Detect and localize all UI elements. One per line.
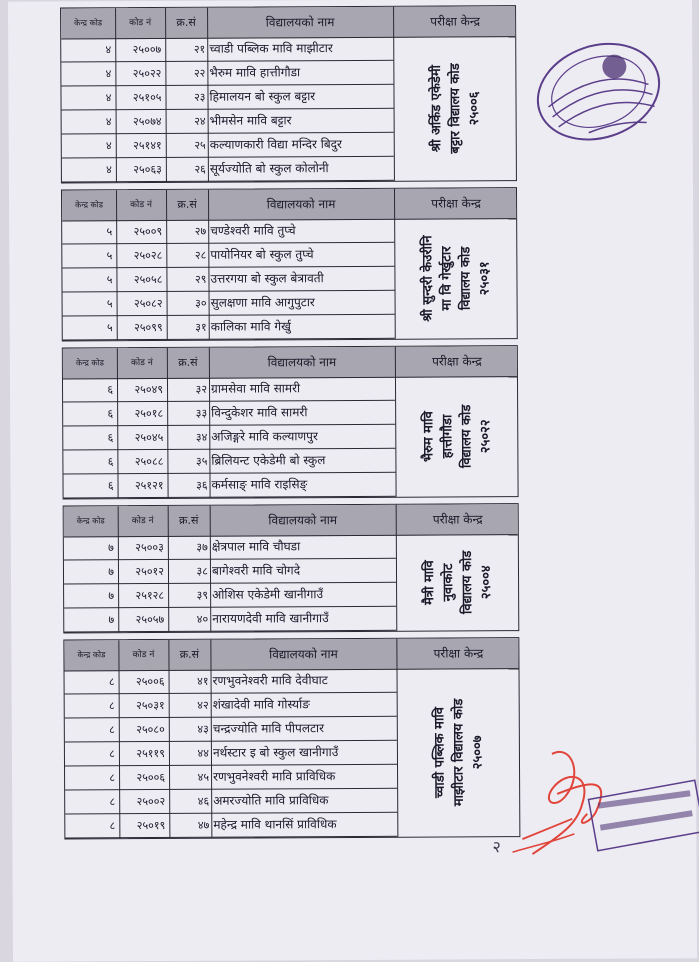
cell-sn: ३१ — [195, 320, 207, 334]
center-group — [62, 345, 519, 499]
exam-center-line: विद्यालय कोड — [459, 550, 476, 615]
cell-name: सूर्यज्योति बो स्कुल कोलोनी — [209, 161, 329, 176]
center-group — [60, 5, 517, 183]
header-code: कोड नं — [129, 18, 152, 29]
cell-code: २५०१८ — [134, 406, 164, 421]
header-school: विद्यालयको नाम — [266, 197, 336, 212]
cell-name: सुलक्षणा मावि आगुपुटार — [210, 295, 315, 310]
signature-stamp — [512, 733, 699, 864]
cell-code: २५१२८ — [135, 588, 165, 603]
table-row — [62, 267, 394, 293]
cell-code: २५०७४ — [132, 114, 162, 129]
cell-code: २५०९९ — [134, 320, 163, 335]
cell-name: हिमालयन बो स्कुल बट्टार — [209, 89, 316, 104]
cell-center-code: ५ — [106, 321, 113, 335]
exam-center-line: हात्तीगौडा — [440, 414, 456, 459]
cell-sn: ४२ — [197, 698, 209, 712]
cell-center-code: ७ — [108, 589, 115, 603]
header-center-code: केन्द्र कोड — [74, 18, 103, 28]
table-row — [62, 133, 394, 159]
cell-name: उत्तरगया बो स्कुल बेत्रावती — [210, 271, 324, 286]
cell-center-code: ५ — [106, 249, 113, 263]
cell-sn: २९ — [194, 272, 207, 286]
exam-center-cell — [397, 668, 522, 837]
header-sn: क्र.सं — [177, 197, 197, 211]
exam-center-line: २५००४ — [478, 565, 495, 600]
exam-center-line: २५०२२ — [478, 419, 494, 454]
center-group — [63, 637, 520, 839]
cell-center-code: ८ — [109, 723, 115, 737]
cell-name: पायोनियर बो स्कुल तुप्चे — [210, 247, 314, 262]
exam-center-line: मैत्री मावि — [421, 560, 438, 605]
exam-center-cell — [395, 376, 520, 497]
cell-name: विन्दुकेशर मावि सामरी — [211, 405, 308, 420]
header-sn: क्र.सं — [176, 15, 196, 29]
header-center-code: केन्द्र कोड — [77, 650, 106, 660]
header-exam-center: परीक्षा केन्द्र — [430, 14, 480, 29]
table-row — [65, 669, 397, 695]
header-center-code: केन्द्र कोड — [75, 200, 104, 210]
cell-code: २५१४१ — [133, 138, 162, 153]
cell-sn: ३७ — [196, 540, 208, 554]
cell-code: २५०३१ — [136, 698, 165, 713]
cell-center-code: ५ — [106, 273, 113, 287]
table-row — [65, 813, 397, 839]
cell-code: २५०१९ — [136, 818, 166, 833]
exam-center-name — [430, 699, 488, 807]
cell-sn: ४७ — [197, 818, 210, 832]
cell-name: अजिङ्गरे मावि कल्याणपुर — [211, 429, 318, 444]
cell-code: २५०२२ — [132, 66, 162, 81]
header-code: कोड नं — [132, 650, 155, 661]
cell-center-code: ७ — [108, 613, 115, 627]
exam-center-line: भैरुम मावि — [421, 411, 437, 463]
table-row — [65, 765, 397, 791]
cell-center-code: ४ — [105, 139, 112, 153]
cell-code: २५११९ — [136, 746, 165, 761]
table-row — [63, 473, 395, 499]
exam-center-line: २५०३१ — [477, 261, 493, 296]
cell-center-code: ६ — [107, 407, 114, 421]
cell-name: च्वाडी पब्लिक मावि माझीटार — [209, 41, 333, 56]
cell-name: नर्थस्टार इ बो स्कुल खानीगाउँ — [212, 745, 339, 760]
cell-sn: २१ — [193, 42, 206, 56]
exam-center-table — [8, 0, 692, 833]
cell-name: ग्रामसेवा मावि सामरी — [210, 381, 301, 396]
cell-name: चण्डेश्वरी मावि तुप्चे — [210, 223, 296, 238]
table-header — [64, 638, 518, 671]
header-exam-center: परीक्षा केन्द्र — [432, 354, 482, 369]
table-row — [65, 741, 397, 767]
cell-sn: ३४ — [195, 430, 208, 444]
cell-sn: २५ — [194, 138, 206, 152]
cell-name: क्षेत्रपाल मावि चौघडा — [211, 539, 301, 554]
exam-center-line: २५००६ — [466, 91, 483, 126]
table-row — [62, 219, 394, 245]
cell-sn: ४५ — [197, 770, 210, 784]
header-school: विद्यालयको नाम — [267, 355, 337, 370]
cell-sn: ३३ — [195, 406, 208, 420]
cell-code: २५०८० — [136, 722, 165, 737]
cell-center-code: ४ — [105, 91, 112, 105]
cell-name: कालिका मावि गेर्खु — [210, 319, 291, 334]
cell-center-code: ४ — [106, 163, 112, 177]
table-row — [64, 607, 396, 633]
cell-center-code: ७ — [108, 565, 115, 579]
cell-code: २५००९ — [133, 224, 163, 239]
cell-code: २५०४५ — [134, 430, 164, 445]
office-seal-stamp — [528, 36, 669, 147]
cell-center-code: ६ — [107, 383, 114, 397]
cell-name: ओशिस एकेडेमी खानीगाउँ — [212, 587, 324, 602]
table-row — [63, 315, 395, 341]
table-row — [64, 559, 396, 585]
header-sn: क्र.सं — [178, 513, 199, 527]
cell-sn: ३० — [195, 296, 207, 310]
exam-center-line: बट्टार विद्यालय कोड — [447, 63, 464, 154]
header-exam-center: परीक्षा केन्द्र — [431, 196, 481, 211]
cell-code: २५०५८ — [133, 272, 163, 287]
cell-center-code: ४ — [105, 43, 112, 57]
cell-sn: ३२ — [195, 382, 208, 396]
cell-code: २५००२ — [136, 794, 166, 809]
center-group — [63, 503, 520, 633]
cell-sn: २८ — [194, 248, 207, 262]
cell-name: महेन्द्र मावि थानसिं प्राविधिक — [213, 817, 337, 832]
cell-name: शंखादेवी मावि गोर्स्याङ — [212, 697, 310, 712]
header-exam-center: परीक्षा केन्द्र — [433, 646, 484, 661]
exam-center-line: श्री अर्किड एकेडेमी — [428, 64, 445, 153]
cell-center-code: ४ — [105, 115, 112, 129]
header-code: कोड नं — [130, 200, 153, 211]
cell-sn: ४४ — [197, 746, 209, 760]
cell-code: २५००६ — [136, 770, 166, 785]
cell-center-code: ८ — [109, 819, 116, 833]
document-page — [8, 0, 697, 962]
cell-code: २५००७ — [132, 42, 162, 57]
table-row — [63, 449, 395, 475]
cell-name: बागेश्वरी मावि चोगदे — [211, 563, 301, 578]
cell-name: भैरुम मावि हात्तीगौडा — [209, 65, 301, 80]
cell-center-code: ६ — [107, 479, 114, 493]
cell-sn: २३ — [194, 90, 206, 104]
exam-center-name — [420, 551, 496, 615]
cell-code: २५१२१ — [134, 478, 164, 493]
cell-center-code: ७ — [108, 541, 114, 555]
table-row — [63, 377, 395, 403]
cell-center-code: ८ — [109, 747, 115, 761]
exam-center-line: श्री सुन्दरी केउरीनि — [420, 235, 436, 322]
exam-center-line: नुवाकोट — [440, 563, 457, 602]
cell-code: २५०२८ — [133, 248, 163, 263]
header-center-code: केन्द्र कोड — [75, 358, 104, 368]
table-row — [64, 535, 396, 561]
cell-code: २५००६ — [135, 674, 165, 689]
header-school: विद्यालयको नाम — [269, 647, 338, 662]
cell-sn: ४१ — [197, 674, 209, 688]
table-row — [61, 61, 393, 87]
exam-center-line: विद्यालय कोड — [458, 246, 474, 311]
header-code: कोड नं — [130, 358, 153, 369]
cell-code: २५०१२ — [135, 564, 165, 579]
cell-center-code: ८ — [109, 771, 116, 785]
table-row — [61, 37, 393, 63]
cell-name: कर्मसाङ् मावि राइसिङ् — [211, 477, 308, 492]
exam-center-line: विद्यालय कोड — [459, 404, 475, 469]
table-header — [64, 504, 518, 537]
cell-name: ब्रिलियन्ट एकेडेमी बो स्कुल — [211, 453, 326, 468]
cell-code: २५००३ — [135, 540, 164, 555]
cell-code: २५१०५ — [132, 90, 162, 105]
table-row — [61, 85, 393, 111]
header-exam-center: परीक्षा केन्द्र — [432, 512, 483, 527]
table-row — [63, 291, 395, 317]
table-row — [63, 425, 395, 451]
header-sn: क्र.सं — [178, 355, 198, 369]
table-header — [62, 188, 516, 221]
page-number: २ — [492, 837, 501, 857]
table-row — [65, 693, 397, 719]
exam-center-name — [418, 235, 494, 322]
table-header — [63, 346, 517, 379]
cell-center-code: ६ — [107, 431, 114, 445]
cell-center-code: ८ — [108, 699, 115, 713]
table-row — [62, 109, 394, 135]
cell-center-code: ८ — [109, 795, 116, 809]
cell-center-code: ६ — [107, 455, 114, 469]
cell-code: २५०८२ — [133, 296, 163, 311]
cell-name: रणभुवनेश्वरी मावि प्राविधिक — [213, 769, 336, 784]
table-row — [64, 583, 396, 609]
exam-center-cell — [394, 218, 519, 339]
cell-center-code: ८ — [108, 675, 115, 689]
header-sn: क्र.सं — [179, 647, 200, 661]
table-row — [65, 717, 397, 743]
exam-center-name — [419, 405, 495, 469]
cell-name: नारायणदेवी मावि खानीगाउँ — [212, 611, 329, 626]
cell-sn: २६ — [194, 162, 206, 176]
exam-center-cell — [393, 36, 518, 181]
cell-sn: २२ — [193, 66, 206, 80]
exam-center-name — [427, 63, 484, 154]
cell-name: अमरज्योति मावि प्राविधिक — [213, 793, 329, 808]
cell-sn: २४ — [194, 114, 206, 128]
table-row — [65, 789, 397, 815]
table-row — [63, 401, 395, 427]
cell-name: कल्याणकारी विद्या मन्दिर बिदुर — [209, 137, 342, 152]
cell-sn: ४६ — [197, 794, 210, 808]
cell-name: रणभुवनेश्वरी मावि देवीघाट — [212, 673, 328, 688]
cell-code: २५०८८ — [134, 454, 164, 469]
table-header — [61, 6, 515, 39]
header-code: कोड नं — [131, 516, 154, 527]
cell-sn: ३८ — [196, 564, 209, 578]
cell-sn: ३६ — [196, 478, 208, 492]
cell-code: २५०४९ — [134, 382, 164, 397]
center-group — [61, 187, 518, 341]
cell-center-code: ५ — [106, 225, 113, 239]
cell-sn: ४३ — [197, 722, 209, 736]
header-center-code: केन्द्र कोड — [76, 516, 105, 526]
exam-center-line: च्वाडी पब्लिक मावि — [432, 707, 448, 799]
exam-center-line: मा वि गेर्खुटार — [439, 246, 455, 311]
cell-center-code: ५ — [106, 297, 113, 311]
cell-code: २५०५७ — [135, 612, 165, 627]
cell-name: भीमसेन मावि बट्टार — [209, 113, 292, 128]
cell-sn: ४० — [196, 612, 209, 626]
cell-code: २५०६३ — [133, 162, 162, 177]
cell-sn: २७ — [194, 224, 207, 238]
exam-center-cell — [396, 534, 521, 631]
header-school: विद्यालयको नाम — [268, 513, 338, 528]
cell-name: चन्द्रज्योति मावि पीपलटार — [212, 721, 325, 736]
table-row — [62, 157, 394, 183]
cell-sn: ३९ — [196, 588, 209, 602]
cell-sn: ३५ — [195, 454, 208, 468]
exam-center-line: २५००७ — [470, 735, 486, 770]
cell-center-code: ४ — [105, 67, 112, 81]
table-row — [62, 243, 394, 269]
header-school: विद्यालयको नाम — [265, 15, 335, 30]
exam-center-line: माझीटार विद्यालय कोड — [451, 698, 467, 807]
